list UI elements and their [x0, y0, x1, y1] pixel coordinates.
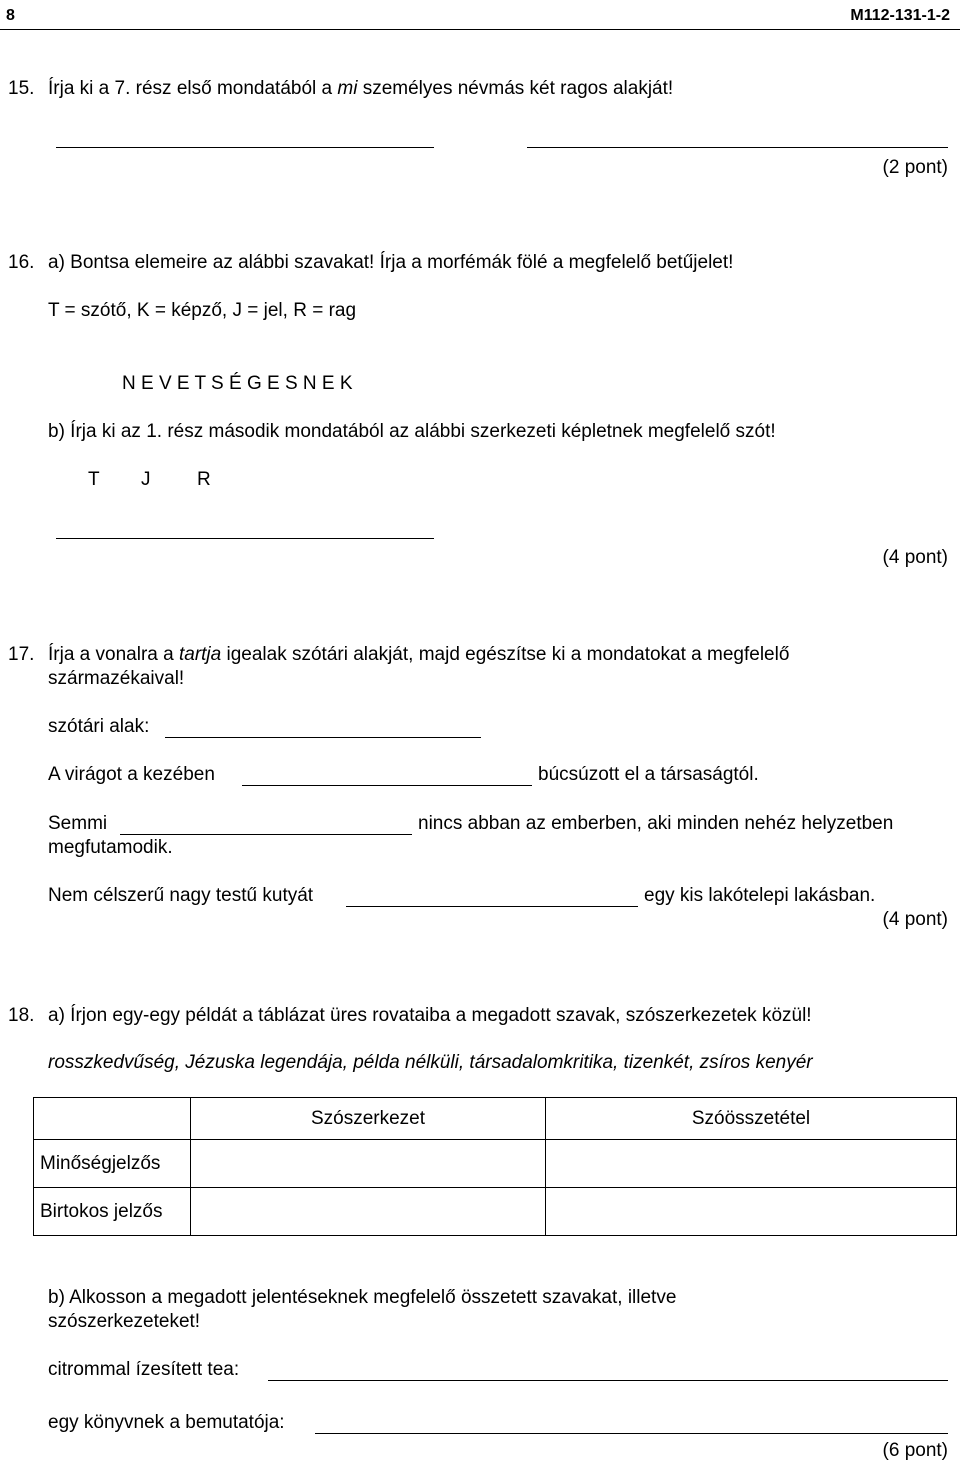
q18b-item2-answer-line[interactable] — [315, 1433, 948, 1434]
q17-sentence2-end: nincs abban az emberben, aki minden nehéz helyzetben — [418, 813, 894, 834]
q18b-item1-label: citrommal ízesített tea: — [48, 1359, 240, 1380]
q16-formula-r: R — [197, 469, 211, 490]
q18b-item2-label: egy könyvnek a bemutatója: — [48, 1412, 285, 1433]
q17-number: 17. — [8, 644, 35, 665]
q17-sentence1-end: búcsúzott el a társaságtól. — [538, 764, 759, 785]
q17-instruction-line2: származékaival! — [48, 668, 185, 689]
q16a-instruction: a) Bontsa elemeire az alábbi szavakat! Írja a morfémák fölé a megfelelő betűjelet! — [48, 252, 734, 273]
q17-dict-label: szótári alak: — [48, 716, 150, 737]
q15-number: 15. — [8, 78, 35, 99]
table-row — [34, 1140, 957, 1188]
q16-legend: T = szótő, K = képző, J = jel, R = rag — [48, 300, 357, 321]
q17-sentence2-start: Semmi — [48, 813, 108, 834]
q17-sentence3-start: Nem célszerű nagy testű kutyát — [48, 885, 314, 906]
q16-word: N E V E T S É G E S N E K — [122, 373, 353, 394]
q15-question: Írja ki a 7. rész első mondatából a mi személyes névmás két ragos alakját! — [48, 78, 674, 99]
q16-formula-j: J — [141, 469, 151, 490]
table-header-szoszerkezet: Szószerkezet — [191, 1098, 546, 1140]
q18b-item1-answer-line[interactable] — [268, 1380, 948, 1381]
q18-answer-table — [33, 1097, 957, 1236]
q17-sentence3-end: egy kis lakótelepi lakásban. — [644, 885, 876, 906]
q18-points: (6 pont) — [882, 1440, 948, 1461]
q18-number: 18. — [8, 1005, 35, 1026]
document-code: M112-131-1-2 — [850, 7, 950, 24]
table-corner-cell — [34, 1098, 191, 1140]
q17-sentence3-answer-line[interactable] — [346, 906, 638, 907]
table-header-szoosszetetel: Szóösszetétel — [546, 1098, 957, 1140]
q16-answer-line[interactable] — [56, 538, 434, 539]
q16-formula-t: T — [88, 469, 100, 490]
q15-answer-line-2[interactable] — [527, 147, 948, 148]
table-cell-answer[interactable] — [191, 1188, 546, 1236]
q15-answer-line-1[interactable] — [56, 147, 434, 148]
table-row-label-minosegjelzos: Minőségjelzős — [34, 1140, 191, 1188]
table-cell-answer[interactable] — [191, 1140, 546, 1188]
q17-sentence2-line2: megfutamodik. — [48, 837, 173, 858]
q17-sentence1-start: A virágot a kezében — [48, 764, 215, 785]
q18-word-list: rosszkedvűség, Jézuska legendája, példa nélküli, társadalomkritika, tizenkét, zsíros kenyér — [48, 1052, 813, 1073]
table-row-label-birtokos-jelzos: Birtokos jelzős — [34, 1188, 191, 1236]
table-cell-answer[interactable] — [546, 1140, 957, 1188]
table-header-row — [34, 1098, 957, 1140]
header-rule — [0, 29, 960, 30]
page-number: 8 — [6, 7, 15, 24]
q15-points: (2 pont) — [882, 157, 948, 178]
q17-points: (4 pont) — [882, 909, 948, 930]
q17-instruction: Írja a vonalra a tartja igealak szótári alakját, majd egészítse ki a mondatokat a megfelelő — [48, 644, 790, 665]
q16b-instruction: b) Írja ki az 1. rész második mondatából az alábbi szerkezeti képletnek megfelelő szót! — [48, 421, 776, 442]
q16-points: (4 pont) — [882, 547, 948, 568]
q17-sentence1-answer-line[interactable] — [242, 785, 532, 786]
table-cell-answer[interactable] — [546, 1188, 957, 1236]
q18a-instruction: a) Írjon egy-egy példát a táblázat üres rovataiba a megadott szavak, szószerkezetek közül! — [48, 1005, 812, 1026]
q17-dict-answer-line[interactable] — [165, 737, 481, 738]
q18b-instruction-line2: szószerkezeteket! — [48, 1311, 201, 1332]
q17-sentence2-answer-line[interactable] — [120, 834, 412, 835]
q18b-instruction: b) Alkosson a megadott jelentéseknek megfelelő összetett szavakat, illetve — [48, 1287, 677, 1308]
q16-number: 16. — [8, 252, 35, 273]
table-row — [34, 1188, 957, 1236]
